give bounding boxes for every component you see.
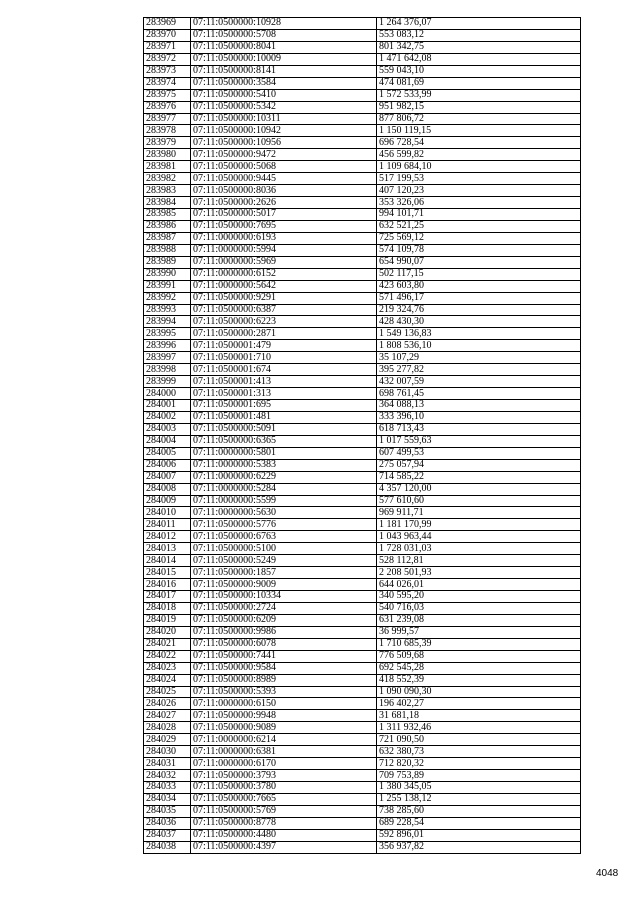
cadastral-number-cell: 07:11:0500000:2724 [191,602,377,614]
value-cell: 692 545,28 [377,662,581,674]
cadastral-number-cell: 07:11:0500000:5100 [191,543,377,555]
table-row [144,411,581,423]
row-id-cell: 283987 [144,232,191,244]
row-id-cell: 283980 [144,149,191,161]
row-id-cell: 283995 [144,328,191,340]
table-row [144,137,581,149]
cadastral-number-cell: 07:11:0500000:9291 [191,292,377,304]
table-row [144,280,581,292]
cadastral-number-cell: 07:11:0500000:9445 [191,173,377,185]
table-row [144,220,581,232]
row-id-cell: 284006 [144,459,191,471]
table-row [144,400,581,412]
table-row [144,829,581,841]
cadastral-number-cell: 07:11:0500000:7665 [191,793,377,805]
table-row [144,89,581,101]
table-row [144,125,581,137]
value-cell: 618 713,43 [377,423,581,435]
value-cell: 35 107,29 [377,352,581,364]
row-id-cell: 284020 [144,626,191,638]
row-id-cell: 284037 [144,829,191,841]
value-cell: 528 112,81 [377,555,581,567]
cadastral-number-cell: 07:11:0000000:5801 [191,447,377,459]
page-number: 4048 [596,868,619,879]
value-cell: 1 728 031,03 [377,543,581,555]
row-id-cell: 284027 [144,710,191,722]
cadastral-number-cell: 07:11:0500000:5776 [191,519,377,531]
value-cell: 423 603,80 [377,280,581,292]
row-id-cell: 284036 [144,817,191,829]
cadastral-number-cell: 07:11:0500000:3780 [191,782,377,794]
cadastral-number-cell: 07:11:0500000:9089 [191,722,377,734]
row-id-cell: 283993 [144,304,191,316]
row-id-cell: 284008 [144,483,191,495]
table-row [144,591,581,603]
row-id-cell: 283978 [144,125,191,137]
cadastral-number-cell: 07:11:0500000:6223 [191,316,377,328]
value-cell: 36 999,57 [377,626,581,638]
table-row [144,579,581,591]
cadastral-number-cell: 07:11:0500000:5068 [191,161,377,173]
value-cell: 689 228,54 [377,817,581,829]
cadastral-number-cell: 07:11:0500000:3584 [191,77,377,89]
row-id-cell: 284017 [144,591,191,603]
row-id-cell: 284023 [144,662,191,674]
table-row [144,662,581,674]
cadastral-number-cell: 07:11:0000000:5642 [191,280,377,292]
table-row [144,495,581,507]
value-cell: 364 088,13 [377,400,581,412]
table-row [144,674,581,686]
table-row [144,149,581,161]
cadastral-number-cell: 07:11:0000000:6152 [191,268,377,280]
table-row [144,698,581,710]
value-cell: 1 710 685,39 [377,638,581,650]
value-cell: 709 753,89 [377,770,581,782]
table-row [144,113,581,125]
row-id-cell: 284011 [144,519,191,531]
row-id-cell: 283970 [144,29,191,41]
cadastral-number-cell: 07:11:0500000:5017 [191,209,377,221]
cadastral-number-cell: 07:11:0000000:6170 [191,758,377,770]
row-id-cell: 284013 [144,543,191,555]
value-cell: 877 806,72 [377,113,581,125]
row-id-cell: 284005 [144,447,191,459]
cadastral-number-cell: 07:11:0500000:4480 [191,829,377,841]
row-id-cell: 284035 [144,805,191,817]
row-id-cell: 284007 [144,471,191,483]
table-row [144,197,581,209]
cadastral-number-cell: 07:11:0500000:8141 [191,65,377,77]
value-cell: 428 430,30 [377,316,581,328]
value-cell: 1 572 533,99 [377,89,581,101]
value-cell: 1 181 170,99 [377,519,581,531]
row-id-cell: 284019 [144,614,191,626]
cadastral-table [143,17,581,854]
value-cell: 1 380 345,05 [377,782,581,794]
table-row [144,173,581,185]
value-cell: 517 199,53 [377,173,581,185]
value-cell: 1 311 932,46 [377,722,581,734]
table-row [144,161,581,173]
table-body [144,18,581,854]
cadastral-number-cell: 07:11:0500000:1857 [191,567,377,579]
table-row [144,53,581,65]
row-id-cell: 283969 [144,18,191,30]
value-cell: 540 716,03 [377,602,581,614]
cadastral-number-cell: 07:11:0500000:8041 [191,41,377,53]
table-row [144,232,581,244]
cadastral-number-cell: 07:11:0500000:9009 [191,579,377,591]
cadastral-number-cell: 07:11:0500000:9472 [191,149,377,161]
value-cell: 969 911,71 [377,507,581,519]
value-cell: 698 761,45 [377,388,581,400]
row-id-cell: 284032 [144,770,191,782]
row-id-cell: 283981 [144,161,191,173]
cadastral-number-cell: 07:11:0500000:10009 [191,53,377,65]
table-row [144,686,581,698]
cadastral-number-cell: 07:11:0500001:481 [191,411,377,423]
cadastral-number-cell: 07:11:0500000:5249 [191,555,377,567]
table-row [144,77,581,89]
value-cell: 725 569,12 [377,232,581,244]
row-id-cell: 284024 [144,674,191,686]
value-cell: 432 007,59 [377,376,581,388]
table-row [144,770,581,782]
table-row [144,793,581,805]
table-row [144,471,581,483]
value-cell: 644 026,01 [377,579,581,591]
table-row [144,710,581,722]
value-cell: 1 471 642,08 [377,53,581,65]
value-cell: 632 380,73 [377,746,581,758]
value-cell: 1 255 138,12 [377,793,581,805]
cadastral-number-cell: 07:11:0500000:5342 [191,101,377,113]
value-cell: 696 728,54 [377,137,581,149]
value-cell: 607 499,53 [377,447,581,459]
cadastral-number-cell: 07:11:0000000:6229 [191,471,377,483]
row-id-cell: 283999 [144,376,191,388]
value-cell: 418 552,39 [377,674,581,686]
row-id-cell: 284000 [144,388,191,400]
cadastral-number-cell: 07:11:0000000:5284 [191,483,377,495]
table-row [144,507,581,519]
value-cell: 631 239,08 [377,614,581,626]
cadastral-number-cell: 07:11:0500000:5708 [191,29,377,41]
value-cell: 1 808 536,10 [377,340,581,352]
table-row [144,519,581,531]
row-id-cell: 284004 [144,435,191,447]
row-id-cell: 283983 [144,185,191,197]
row-id-cell: 284026 [144,698,191,710]
value-cell: 340 595,20 [377,591,581,603]
value-cell: 714 585,22 [377,471,581,483]
cadastral-number-cell: 07:11:0500000:10334 [191,591,377,603]
row-id-cell: 283986 [144,220,191,232]
cadastral-number-cell: 07:11:0500000:8778 [191,817,377,829]
value-cell: 577 610,60 [377,495,581,507]
table-row [144,626,581,638]
value-cell: 1 264 376,07 [377,18,581,30]
row-id-cell: 283992 [144,292,191,304]
row-id-cell: 284001 [144,400,191,412]
cadastral-number-cell: 07:11:0000000:6214 [191,734,377,746]
table-row [144,459,581,471]
row-id-cell: 284033 [144,782,191,794]
table-row [144,376,581,388]
value-cell: 1 109 684,10 [377,161,581,173]
value-cell: 502 117,15 [377,268,581,280]
table-row [144,292,581,304]
cadastral-number-cell: 07:11:0500000:7695 [191,220,377,232]
cadastral-number-cell: 07:11:0500001:313 [191,388,377,400]
table-row [144,364,581,376]
row-id-cell: 284030 [144,746,191,758]
cadastral-number-cell: 07:11:0000000:6381 [191,746,377,758]
cadastral-number-cell: 07:11:0000000:6150 [191,698,377,710]
row-id-cell: 283991 [144,280,191,292]
cadastral-number-cell: 07:11:0500000:7441 [191,650,377,662]
row-id-cell: 283984 [144,197,191,209]
row-id-cell: 283977 [144,113,191,125]
table-row [144,65,581,77]
cadastral-number-cell: 07:11:0500000:10942 [191,125,377,137]
row-id-cell: 284029 [144,734,191,746]
row-id-cell: 283998 [144,364,191,376]
cadastral-number-cell: 07:11:0500000:6078 [191,638,377,650]
value-cell: 1 017 559,63 [377,435,581,447]
row-id-cell: 283971 [144,41,191,53]
value-cell: 4 357 120,00 [377,483,581,495]
cadastral-number-cell: 07:11:0500000:9584 [191,662,377,674]
value-cell: 196 402,27 [377,698,581,710]
value-cell: 474 081,69 [377,77,581,89]
table-row [144,41,581,53]
table-row [144,316,581,328]
row-id-cell: 283985 [144,209,191,221]
cadastral-number-cell: 07:11:0500000:10928 [191,18,377,30]
table-row [144,209,581,221]
cadastral-number-cell: 07:11:0500000:6365 [191,435,377,447]
value-cell: 776 509,68 [377,650,581,662]
row-id-cell: 283996 [144,340,191,352]
value-cell: 2 208 501,93 [377,567,581,579]
cadastral-number-cell: 07:11:0500000:5393 [191,686,377,698]
cadastral-number-cell: 07:11:0500000:9986 [191,626,377,638]
table-row [144,244,581,256]
table-row [144,841,581,853]
value-cell: 801 342,75 [377,41,581,53]
value-cell: 574 109,78 [377,244,581,256]
cadastral-number-cell: 07:11:0500000:5769 [191,805,377,817]
cadastral-number-cell: 07:11:0500001:695 [191,400,377,412]
cadastral-number-cell: 07:11:0500000:5410 [191,89,377,101]
value-cell: 356 937,82 [377,841,581,853]
row-id-cell: 283994 [144,316,191,328]
row-id-cell: 283997 [144,352,191,364]
cadastral-number-cell: 07:11:0500000:8036 [191,185,377,197]
cadastral-number-cell: 07:11:0500000:6387 [191,304,377,316]
table-row [144,805,581,817]
row-id-cell: 284022 [144,650,191,662]
table-row [144,567,581,579]
value-cell: 559 043,10 [377,65,581,77]
table-row [144,18,581,30]
value-cell: 712 820,32 [377,758,581,770]
table-row [144,256,581,268]
value-cell: 1 150 119,15 [377,125,581,137]
table-row [144,483,581,495]
row-id-cell: 284002 [144,411,191,423]
cadastral-number-cell: 07:11:0000000:5994 [191,244,377,256]
row-id-cell: 283972 [144,53,191,65]
value-cell: 456 599,82 [377,149,581,161]
table-row [144,185,581,197]
table-row [144,423,581,435]
table-row [144,268,581,280]
cadastral-number-cell: 07:11:0500001:674 [191,364,377,376]
value-cell: 31 681,18 [377,710,581,722]
table-row [144,531,581,543]
value-cell: 553 083,12 [377,29,581,41]
table-row [144,782,581,794]
row-id-cell: 283989 [144,256,191,268]
table-row [144,352,581,364]
row-id-cell: 284014 [144,555,191,567]
row-id-cell: 284031 [144,758,191,770]
cadastral-number-cell: 07:11:0500000:2871 [191,328,377,340]
value-cell: 1 090 090,30 [377,686,581,698]
value-cell: 632 521,25 [377,220,581,232]
value-cell: 1 549 136,83 [377,328,581,340]
value-cell: 353 326,06 [377,197,581,209]
row-id-cell: 283982 [144,173,191,185]
value-cell: 571 496,17 [377,292,581,304]
table-row [144,388,581,400]
table-row [144,734,581,746]
cadastral-number-cell: 07:11:0500000:3793 [191,770,377,782]
value-cell: 275 057,94 [377,459,581,471]
table-row [144,555,581,567]
cadastral-number-cell: 07:11:0000000:5599 [191,495,377,507]
table-row [144,602,581,614]
table-row [144,435,581,447]
row-id-cell: 284038 [144,841,191,853]
value-cell: 951 982,15 [377,101,581,113]
cadastral-number-cell: 07:11:0500000:10956 [191,137,377,149]
row-id-cell: 283973 [144,65,191,77]
row-id-cell: 284028 [144,722,191,734]
row-id-cell: 283974 [144,77,191,89]
table-row [144,29,581,41]
value-cell: 721 090,50 [377,734,581,746]
cadastral-number-cell: 07:11:0000000:5630 [191,507,377,519]
row-id-cell: 283990 [144,268,191,280]
table-row [144,101,581,113]
value-cell: 333 396,10 [377,411,581,423]
cadastral-number-cell: 07:11:0500000:10311 [191,113,377,125]
row-id-cell: 283976 [144,101,191,113]
cadastral-number-cell: 07:11:0500000:6763 [191,531,377,543]
row-id-cell: 284015 [144,567,191,579]
row-id-cell: 284003 [144,423,191,435]
cadastral-number-cell: 07:11:0000000:5383 [191,459,377,471]
row-id-cell: 283988 [144,244,191,256]
table-row [144,758,581,770]
table-row [144,817,581,829]
cadastral-number-cell: 07:11:0000000:6193 [191,232,377,244]
table-row [144,614,581,626]
value-cell: 994 101,71 [377,209,581,221]
cadastral-number-cell: 07:11:0000000:5969 [191,256,377,268]
row-id-cell: 284012 [144,531,191,543]
cadastral-number-cell: 07:11:0500001:413 [191,376,377,388]
value-cell: 654 990,07 [377,256,581,268]
value-cell: 219 324,76 [377,304,581,316]
cadastral-number-cell: 07:11:0500000:4397 [191,841,377,853]
row-id-cell: 283975 [144,89,191,101]
table-row [144,543,581,555]
cadastral-number-cell: 07:11:0500000:9948 [191,710,377,722]
value-cell: 407 120,23 [377,185,581,197]
value-cell: 592 896,01 [377,829,581,841]
row-id-cell: 284010 [144,507,191,519]
row-id-cell: 284021 [144,638,191,650]
table-row [144,650,581,662]
cadastral-number-cell: 07:11:0500000:6209 [191,614,377,626]
row-id-cell: 284025 [144,686,191,698]
table-row [144,746,581,758]
value-cell: 395 277,82 [377,364,581,376]
cadastral-number-cell: 07:11:0500000:8989 [191,674,377,686]
value-cell: 738 285,60 [377,805,581,817]
table-row [144,340,581,352]
table-row [144,328,581,340]
value-cell: 1 043 963,44 [377,531,581,543]
row-id-cell: 284016 [144,579,191,591]
row-id-cell: 283979 [144,137,191,149]
cadastral-number-cell: 07:11:0500001:710 [191,352,377,364]
table-row [144,722,581,734]
cadastral-number-cell: 07:11:0500000:2626 [191,197,377,209]
cadastral-number-cell: 07:11:0500001:479 [191,340,377,352]
cadastral-number-cell: 07:11:0500000:5091 [191,423,377,435]
row-id-cell: 284034 [144,793,191,805]
table-row [144,447,581,459]
row-id-cell: 284009 [144,495,191,507]
table-row [144,638,581,650]
table-row [144,304,581,316]
row-id-cell: 284018 [144,602,191,614]
